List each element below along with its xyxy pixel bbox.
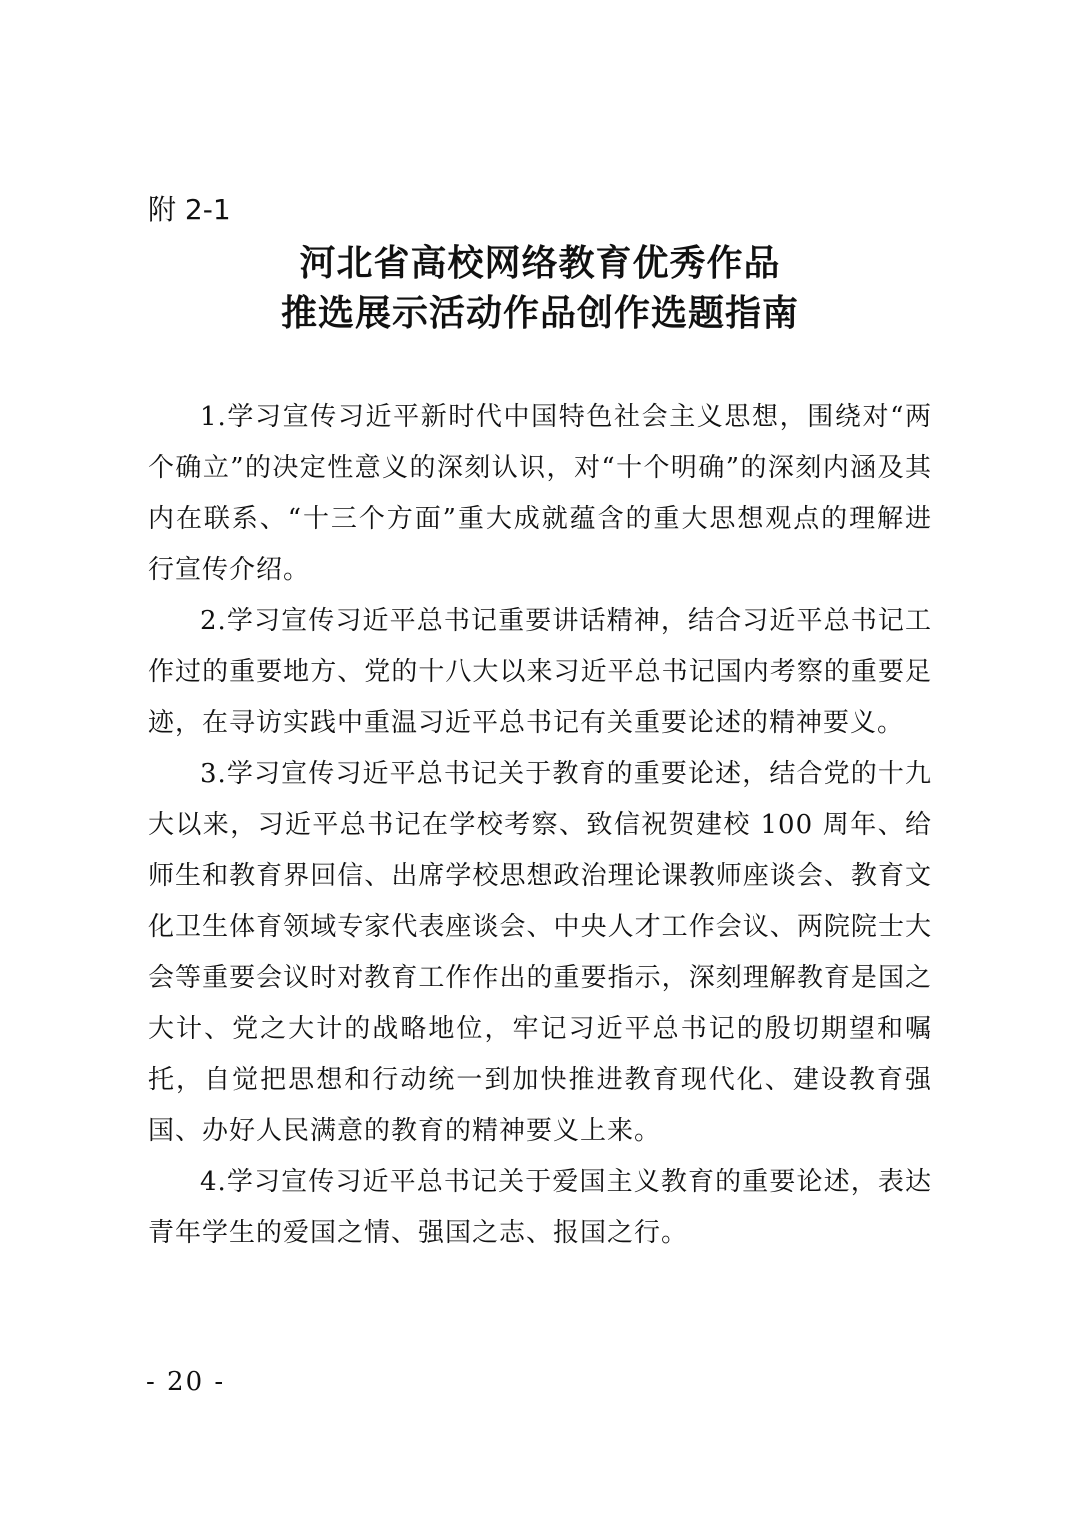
paragraph-1: 1.学习宣传习近平新时代中国特色社会主义思想，围绕对“两个确立”的决定性意义的深刻认识，对“十个明确”的深刻内涵及其内在联系、“十三个方面”重大成就蕴含的重大思想观点的理解进行宣传介绍。	[148, 402, 932, 585]
paragraph-4: 4.学习宣传习近平总书记关于爱国主义教育的重要论述，表达青年学生的爱国之情、强国之志、报国之行。	[148, 1167, 932, 1248]
document-title-line-1: 河北省高校网络教育优秀作品	[299, 242, 781, 284]
attachment-label: 附 2-1	[148, 193, 231, 226]
paragraph-2: 2.学习宣传习近平总书记重要讲话精神，结合习近平总书记工作过的重要地方、党的十八大以来习近平总书记国内考察的重要足迹，在寻访实践中重温习近平总书记有关重要论述的精神要义。	[148, 606, 932, 738]
document-title-line-2: 推选展示活动作品创作选题指南	[280, 292, 799, 334]
document-body	[148, 392, 932, 1259]
paragraph-3: 3.学习宣传习近平总书记关于教育的重要论述，结合党的十九大以来，习近平总书记在学校考察、致信祝贺建校 100 周年、给师生和教育界回信、出席学校思想政治理论课教师座谈会、教育文化卫生体育领域专家代表座谈会、中央人才工作会议、两院院士大会等重要会议时对教育工作作出的重要指示，深刻理解教育是国之大计、党之大计的战略地位，牢记习近平总书记的殷切期望和嘱托，自觉把思想和行动统一到加快推进教育现代化、建设教育强国、办好人民满意的教育的精神要义上来。	[148, 759, 932, 1146]
page-number: - 20 -	[146, 1367, 226, 1397]
